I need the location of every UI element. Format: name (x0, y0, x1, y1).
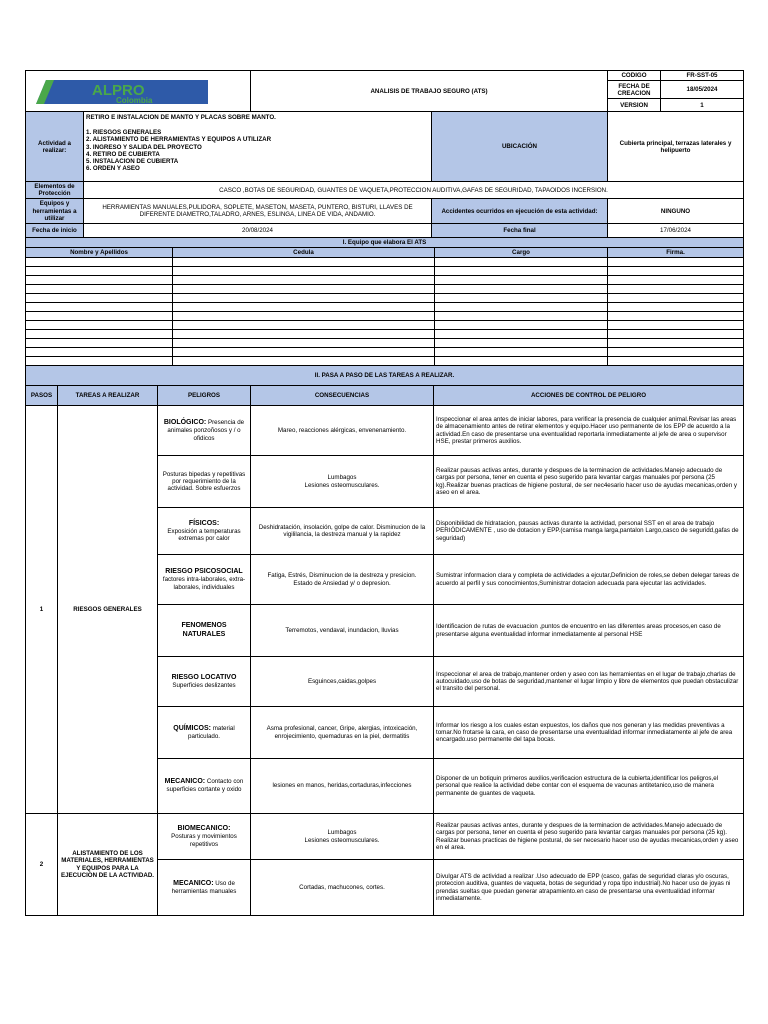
hazard-title: RIESGO LOCATIVO (171, 673, 237, 681)
step-number: 1 (26, 406, 58, 814)
team-table (25, 237, 744, 366)
hazard-detail: factores intra-laborales, extra-laborales, individuales (162, 576, 246, 591)
step-task: ALISTAMIENTO DE LOS MATERIALES, HERRAMIENTAS Y EQUIPOS PARA LA EJECUCION DE LA ACTIVIDAD. (58, 814, 158, 916)
consequence-cell: Terremotos, vendaval, inundacion, lluvias (251, 605, 434, 657)
hazard-cell (158, 508, 251, 555)
team-cell[interactable] (435, 285, 608, 294)
team-cell[interactable] (173, 303, 435, 312)
proteccion-label: Elementos de Protección (26, 182, 84, 199)
team-cell[interactable] (608, 312, 744, 321)
team-row (26, 285, 744, 294)
ubicacion-value: Cubierta principal, terrazas laterales y helipuerto (608, 112, 744, 182)
hazard-title: MECANICO: (173, 879, 214, 887)
hazard-detail: Presencia de animales ponzoñosos y / o ofidicos (167, 419, 245, 442)
team-cell[interactable] (173, 276, 435, 285)
fecha-inicio-label: Fecha de inicio (26, 223, 84, 237)
step-number: 2 (26, 814, 58, 916)
team-cell[interactable] (173, 348, 435, 357)
consequence-cell: Mareo, reacciones alérgicas, envenenamiento. (251, 406, 434, 456)
tasks-table (25, 365, 744, 916)
hazard-detail: Uso de herramientas manuales (171, 879, 237, 895)
codigo-label: CODIGO (608, 71, 661, 81)
team-cell[interactable] (608, 303, 744, 312)
team-cell[interactable] (608, 348, 744, 357)
proteccion-value: CASCO ,BOTAS DE SEGURIDAD, GUANTES DE VAQUETA,PROTECCION AUDITIVA,GAFAS DE SEGURIDAD, TAPAOIDOS INCERSION. (84, 182, 744, 199)
col-firma: Firma. (608, 247, 744, 257)
team-cell[interactable] (435, 330, 608, 339)
step-row (26, 406, 744, 456)
team-cell[interactable] (435, 294, 608, 303)
consequence-cell: Asma profesional, cancer, Gripe, alergias, intoxicación, enrojecimiento, quemaduras en la piel, dermatitis (251, 707, 434, 759)
equipos-value: HERRAMIENTAS MANUALES,PULIDORA, SOPLETE, MASETON, MASETA, PUNTERO, BISTURI, LLAVES DE DIFERENTE DIAMETRO,TALADRO, ARNES, ESLINGA, LINEA DE VIDA, ANDAMIO. (84, 199, 432, 223)
team-cell[interactable] (435, 348, 608, 357)
team-row (26, 276, 744, 285)
col-pasos: PASOS (26, 386, 58, 406)
team-cell[interactable] (608, 294, 744, 303)
team-cell[interactable] (26, 285, 173, 294)
logo (26, 71, 251, 112)
consequence-cell: Lumbagos Lesiones osteomusculares. (251, 456, 434, 508)
team-cell[interactable] (608, 321, 744, 330)
team-cell[interactable] (26, 348, 173, 357)
team-cell[interactable] (173, 321, 435, 330)
activity-item: 1. RIESGOS GENERALES (86, 129, 162, 137)
activity-item: 3. INGRESO Y SALIDA DEL PROYECTO (86, 143, 202, 151)
hazard-detail: Exposición a temperaturas extremas por calor (167, 527, 241, 543)
team-cell[interactable] (608, 258, 744, 267)
team-row (26, 258, 744, 267)
control-action-cell: Identificacion de rutas de evacuacion ,puntos de encuentro en las diferentes areas procesos,en caso de presentarse alguna eventualidad informar inmediatamente al personal HSE (434, 605, 744, 657)
hazard-cell (158, 555, 251, 605)
team-cell[interactable] (173, 258, 435, 267)
control-action-cell: Disponibilidad de hidratacion, pausas activas durante la actividad, personal SST en el area de trabajo PERIÓDICAMENTE , uso de dotacion y EPP.(camisa manga larga,pantalon Largo,casco de seguridd,gafas de seguridad) (434, 508, 744, 555)
team-cell[interactable] (173, 294, 435, 303)
team-cell[interactable] (26, 258, 173, 267)
document-title: ANALISIS DE TRABAJO SEGURO (ATS) (251, 71, 608, 112)
hazard-title: FENOMENOS NATURALES (181, 622, 227, 638)
hazard-title: RIESGO PSICOSOCIAL (165, 568, 243, 576)
control-action-cell: Sumistrar informacion clara y completa de actividades a ejcutar,Definicion de roles,se deben delegar tareas de acuerdo al perfil y sus conocimientos,Suministrar dotacion adecuada para ejecutar las actividades. (434, 555, 744, 605)
hazard-cell (158, 860, 251, 916)
consequence-cell: Lumbagos Lesiones osteomusculares. (251, 814, 434, 860)
team-cell[interactable] (26, 303, 173, 312)
team-row (26, 330, 744, 339)
team-cell[interactable] (608, 339, 744, 348)
fecha-final-value: 17/06/2024 (608, 223, 744, 237)
header-table (25, 70, 744, 238)
hazard-detail: material particulado. (188, 724, 235, 740)
hazard-cell (158, 657, 251, 707)
team-cell[interactable] (435, 339, 608, 348)
svg-text:ALPRO: ALPRO (92, 82, 145, 100)
equipos-label: Equipos y herramientas a utilizar (26, 199, 84, 223)
fecha-creacion-label: FECHA DE CREACION (608, 81, 661, 99)
consequence-cell: Esguinces,caidas,golpes (251, 657, 434, 707)
team-cell[interactable] (173, 312, 435, 321)
team-cell[interactable] (435, 276, 608, 285)
accidentes-label: Accidentes ocurridos en ejecución de esta actividad: (432, 199, 608, 223)
team-row (26, 312, 744, 321)
team-cell[interactable] (608, 276, 744, 285)
consequence-cell: Cortadas, machucones, cortes. (251, 860, 434, 916)
version-value: 1 (661, 99, 744, 112)
hazard-cell (158, 605, 251, 657)
team-row (26, 339, 744, 348)
hazard-title: BIOLÓGICO: (163, 419, 207, 427)
codigo-value: FR-SST-05 (661, 71, 744, 81)
team-cell[interactable] (608, 267, 744, 276)
hazard-cell (158, 759, 251, 814)
team-cell[interactable] (435, 312, 608, 321)
hazard-title: FÍSICOS: (188, 519, 220, 527)
svg-text:Colombia: Colombia (116, 96, 153, 106)
team-cell[interactable] (26, 294, 173, 303)
hazard-detail: Contacto con superficies cortante y oxido (166, 778, 244, 794)
section2-title: II. PASA A PASO DE LAS TAREAS A REALIZAR. (26, 366, 744, 386)
col-cedula: Cedula (173, 247, 435, 257)
hazard-cell (158, 456, 251, 508)
team-cell[interactable] (26, 330, 173, 339)
hazard-detail: Posturas bipedas y repetitivas por requerimiento de la actividad. Sobre esfuerzos (162, 470, 246, 493)
team-cell[interactable] (435, 267, 608, 276)
team-row (26, 294, 744, 303)
hazard-title: MECANICO: (164, 778, 206, 786)
col-peligros: PELIGROS (158, 386, 251, 406)
col-tareas: TAREAS A REALIZAR (58, 386, 158, 406)
control-action-cell: Inspeccionar el area de trabajo,mantener orden y aseo con las herramientas en el lugar de trabajo,charlas de autocuidado,uso de botas de seguridad,mantener el lugar limpio y libre de elementos que puedan obstaculizar el transito del personal. (434, 657, 744, 707)
control-action-cell: Inspeccionar el area antes de iniciar labores, para verificar la presencia de cualquier animal.Revisar las areas de almacenamiento antes de retirar elementos y equipo.Hacer uso permanente de los EPP de acuerdo a la actividad.En caso de presentarse una eventualidad reportarla inmediatamente al jefe de area o supervisor HSE, prestar primeros auxilios. (434, 406, 744, 456)
team-row (26, 303, 744, 312)
hazard-cell (158, 406, 251, 456)
hazard-cell (158, 707, 251, 759)
activity-description (84, 112, 432, 182)
team-cell[interactable] (26, 276, 173, 285)
team-cell[interactable] (173, 267, 435, 276)
steps-body (26, 406, 744, 916)
activity-item: 5. INSTALACION DE CUBIERTA (86, 157, 179, 165)
control-action-cell: Realizar pausas activas antes, durante y despues de la terminacion de actividades.Manejo adecuado de cargas por persona, tener en cuenta el peso sugerido para levantar cargas manuales por persona (25 kg).Realizar buenas practicas de higiene postural, de ser nec4esario hacer uso de ayudas mecanicas,orden y aseo en el area. (434, 456, 744, 508)
fecha-final-label: Fecha final (432, 223, 608, 237)
team-row (26, 321, 744, 330)
team-cell[interactable] (435, 258, 608, 267)
step-task: RIESGOS GENERALES (58, 406, 158, 814)
activity-title: RETIRO E INSTALACION DE MANTO Y PLACAS SOBRE MANTO. (86, 114, 276, 122)
team-cell[interactable] (608, 330, 744, 339)
hazard-title: BIOMECANICO: (177, 825, 231, 833)
activity-label: Actividad a realizar: (26, 112, 84, 182)
team-cell[interactable] (26, 267, 173, 276)
ubicacion-label: UBICACIÓN (432, 112, 608, 182)
activity-item: 2. ALISTAMIENTO DE HERRAMIENTAS Y EQUIPOS A UTILIZAR (86, 136, 272, 144)
team-row (26, 267, 744, 276)
control-action-cell: Informar los riesgo a los cuales estan expuestos, los daños que nos generan y las medidas preventivas a tomar.No frotarse la cara, en caso de presentarse una eventualidad informar inmediatamente al jefe de area encargado.uso permanente del tapa bocas. (434, 707, 744, 759)
control-action-cell: Divulgar ATS de actividad a realizar .Uso adecuado de EPP (casco, gafas de seguridad claras y/o oscuras, proteccion auditiva, guantes de vaqueta, botas de seguridad y ropa tipo industrial).No hacer uso de joyas ni prendas sueltas que puedan generar atrapamiento.en caso de presentarse una eventualidad informar inmediatamente. (434, 860, 744, 916)
col-consecuencias: CONSECUENCIAS (251, 386, 434, 406)
col-acciones: ACCIONES DE CONTROL DE PELIGRO (434, 386, 744, 406)
team-cell[interactable] (173, 339, 435, 348)
hazard-cell (158, 814, 251, 860)
fecha-creacion-value: 18/05/2024 (661, 81, 744, 99)
consequence-cell: Fatiga, Estrés, Disminucion de la destreza y presicion. Estado de Ansiedad y/ o depresion. (251, 555, 434, 605)
alpro-logo-icon (32, 78, 208, 106)
col-cargo: Cargo (435, 247, 608, 257)
section1-title: I. Equipo que elabora El ATS (26, 237, 744, 247)
col-nombre: Nombre y Apellidos (26, 247, 173, 257)
team-cell[interactable] (435, 303, 608, 312)
hazard-title: QUÍMICOS: (173, 724, 211, 732)
step-row (26, 814, 744, 860)
team-cell[interactable] (173, 330, 435, 339)
team-cell[interactable] (26, 321, 173, 330)
team-cell[interactable] (608, 285, 744, 294)
activity-list (86, 129, 429, 172)
activity-item: 6. ORDEN Y ASEO (86, 164, 140, 172)
ats-form (25, 70, 743, 916)
team-cell[interactable] (173, 285, 435, 294)
control-action-cell: Disponer de un botiquin primeros auxilios,verificacion estructura de la cubierta,identificar los peligros,el personal que realice la actividad debe contar con el esquema de vacunas antitetanico,uso de manera permanente de guantes de vaqueta. (434, 759, 744, 814)
hazard-detail: Posturas y movimientos repetitivos (171, 833, 237, 848)
version-label: VERSION (608, 99, 661, 112)
team-row (26, 348, 744, 357)
team-cell[interactable] (26, 339, 173, 348)
team-cell[interactable] (26, 312, 173, 321)
control-action-cell: Realizar pausas activas antes, durante y despues de la terminacion de actividades.Manejo adecuado de cargas por persona, tener en cuenta el peso sugerido para levantar cargas manuales por persona (25 kg). Realizar buenas practicas de higiene postural, de ser necesario hacer uso de ayudas mecanicas,orden y aseo en el area. (434, 814, 744, 860)
activity-item: 4. RETIRO DE CUBIERTA (86, 150, 160, 158)
hazard-detail: Superficies deslizantes (172, 681, 236, 689)
consequence-cell: lesiones en manos, heridas,cortaduras,infecciones (251, 759, 434, 814)
fecha-inicio-value: 20/08/2024 (84, 223, 432, 237)
team-cell[interactable] (435, 321, 608, 330)
accidentes-value: NINGUNO (608, 199, 744, 223)
consequence-cell: Deshidratación, insolación, golpe de calor. Disminucion de la vigililancia, la destreza manual y la rapidez (251, 508, 434, 555)
